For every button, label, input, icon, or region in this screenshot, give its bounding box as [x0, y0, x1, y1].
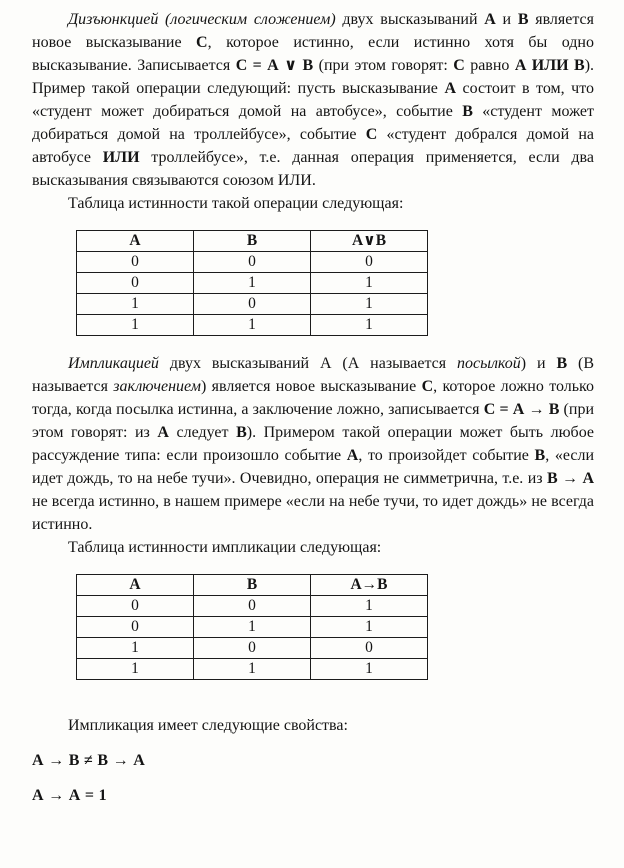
- text-run: В: [462, 103, 473, 120]
- table-cell: 1: [77, 659, 194, 680]
- formula-identity: [32, 784, 594, 807]
- text-run: С = А ∨ В: [235, 57, 314, 74]
- table-cell: 1: [194, 273, 311, 294]
- table-cell: 1: [194, 659, 311, 680]
- paragraph-properties-caption: [32, 714, 594, 737]
- text-run: «студент добрался домой на автобусе: [32, 126, 595, 166]
- truth-table-implication: [76, 574, 428, 680]
- text-run: , которое ложно только тогда, когда посылка истинна, а заключение ложно, записывается: [32, 378, 594, 418]
- text-run: заключением: [113, 378, 201, 395]
- paragraph-implication-intro: [32, 352, 594, 536]
- table-cell: 0: [311, 638, 428, 659]
- table-cell: 1: [311, 273, 428, 294]
- table-cell: 0: [194, 596, 311, 617]
- text-run: следует: [168, 424, 237, 441]
- paragraph-disjunction-intro: [32, 8, 594, 192]
- table-cell: 1: [77, 638, 194, 659]
- text-run: ) и: [520, 355, 557, 372]
- table-cell: 1: [311, 659, 428, 680]
- text-run: Импликация имеет следующие свойства:: [68, 717, 348, 734]
- table-header-cell: А∨В: [311, 231, 428, 252]
- table-header-cell: В: [194, 575, 311, 596]
- table-cell: 1: [311, 617, 428, 638]
- text-run: и: [495, 11, 518, 28]
- table-cell: 0: [77, 252, 194, 273]
- text-run: , которое истинно, если истинно хотя бы одно высказывание. Записывается: [32, 34, 594, 74]
- text-run: ) является новое высказывание: [200, 378, 422, 395]
- text-run: А: [346, 447, 359, 464]
- text-run: Таблица истинности такой операции следующая:: [68, 195, 404, 212]
- text-run: В → А: [546, 470, 594, 487]
- text-run: С: [421, 378, 434, 395]
- table-row: [77, 252, 428, 273]
- table-cell: 1: [77, 294, 194, 315]
- table-cell: 1: [77, 315, 194, 336]
- text-run: С: [365, 126, 378, 143]
- text-run: Таблица истинности импликации следующая:: [68, 539, 382, 556]
- table-row: [77, 315, 428, 336]
- table-row: [77, 596, 428, 617]
- text-run: (при этом говорят: из: [32, 401, 595, 441]
- table-header-cell: А→В: [311, 575, 428, 596]
- table-cell: 1: [311, 315, 428, 336]
- text-run: , «если идет дождь, то на небе тучи». Очевидно, операция не симметрична, т.е. из: [32, 447, 595, 487]
- truth-table-disjunction: [76, 230, 428, 336]
- text-run: двух высказываний А (А называется: [158, 355, 457, 372]
- table-cell: 0: [194, 252, 311, 273]
- text-run: В: [534, 447, 546, 464]
- table-cell: 1: [311, 596, 428, 617]
- text-run: (В называется: [32, 355, 595, 395]
- text-run: С = А → В: [483, 401, 560, 418]
- text-run: посылкой: [457, 355, 521, 372]
- text-run: А → А = 1: [32, 787, 107, 804]
- text-run: ). Примером такой операции может быть любое рассуждение типа: если произошло событие: [32, 424, 594, 464]
- text-run: «студент может добираться домой на троллейбусе», событие: [32, 103, 595, 143]
- text-run: ). Пример такой операции следующий: пусть высказывание: [32, 57, 595, 97]
- text-run: состоит в том, что «студент может добираться домой на автобусе», событие: [32, 80, 595, 120]
- table-cell: 1: [311, 294, 428, 315]
- table-row: [77, 273, 428, 294]
- text-run: В: [236, 424, 247, 441]
- text-run: В: [556, 355, 568, 372]
- text-run: С: [196, 34, 208, 51]
- table-cell: 0: [77, 596, 194, 617]
- table-row: [77, 638, 428, 659]
- paragraph-implication-table-caption: [32, 536, 594, 559]
- table-header-cell: А: [77, 575, 194, 596]
- table-cell: 0: [194, 294, 311, 315]
- table-row: [77, 659, 428, 680]
- text-run: А → В ≠ В → А: [32, 752, 146, 769]
- table-cell: 0: [77, 617, 194, 638]
- table-header-cell: В: [194, 231, 311, 252]
- table-cell: 0: [77, 273, 194, 294]
- table-cell: 1: [194, 315, 311, 336]
- text-run: А ИЛИ В: [514, 57, 585, 74]
- text-run: является новое высказывание: [32, 11, 595, 51]
- text-run: (при этом говорят:: [313, 57, 454, 74]
- text-run: В: [517, 11, 529, 28]
- table-cell: 1: [194, 617, 311, 638]
- table-row: [77, 294, 428, 315]
- text-run: троллейбусе», т.е. данная операция применяется, если два высказывания связываются союзом ИЛИ.: [32, 149, 595, 189]
- formula-noncommutativity: [32, 749, 594, 772]
- table-header-cell: А: [77, 231, 194, 252]
- text-run: А: [484, 11, 496, 28]
- table-cell: 0: [311, 252, 428, 273]
- table-row: [77, 617, 428, 638]
- text-run: Импликацией: [68, 355, 159, 372]
- text-run: не всегда истинно, в нашем примере «если на небе тучи, то идет дождь» не всегда истинно.: [32, 493, 594, 533]
- text-run: С: [453, 57, 465, 74]
- text-run: ИЛИ: [102, 149, 140, 166]
- text-run: , то произойдет событие: [358, 447, 535, 464]
- text-run: Дизъюнкцией (логическим сложением): [68, 11, 336, 28]
- table-cell: 0: [194, 638, 311, 659]
- table-header-row: [77, 575, 428, 596]
- text-run: равно: [464, 57, 515, 74]
- text-run: А: [157, 424, 169, 441]
- text-run: А: [444, 80, 456, 97]
- paragraph-disjunction-table-caption: [32, 192, 594, 215]
- text-run: двух высказываний: [335, 11, 485, 28]
- table-header-row: [77, 231, 428, 252]
